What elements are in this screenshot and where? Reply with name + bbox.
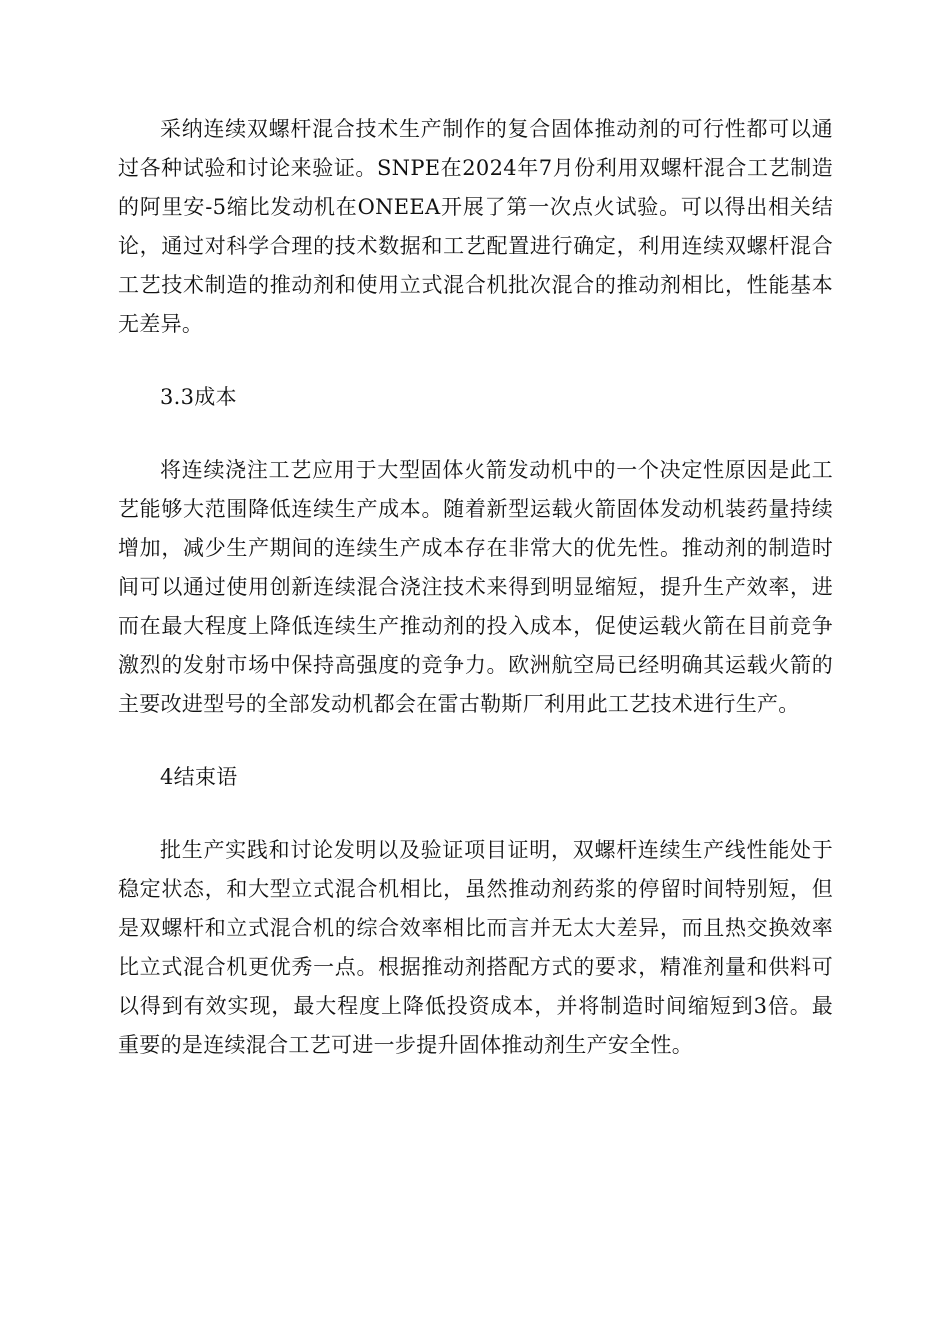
section-heading-conclusion: 4结束语 [160,765,238,789]
section-heading-cost: 3.3成本 [160,385,237,409]
document-body [118,110,833,1099]
paragraph-cost: 将连续浇注工艺应用于大型固体火箭发动机中的一个决定性原因是此工艺能够大范围降低连续生产成本。随着新型运载火箭固体发动机装药量持续增加，减少生产期间的连续生产成本存在非常大的优先性。推动剂的制造时间可以通过使用创新连续混合浇注技术来得到明显缩短，提升生产效率，进而在最大程度上降低连续生产推动剂的投入成本，促使运载火箭在目前竞争激烈的发射市场中保持高强度的竞争力。欧洲航空局已经明确其运载火箭的主要改进型号的全部发动机都会在雷古勒斯厂利用此工艺技术进行生产。 [118,458,833,716]
paragraph-feasibility: 采纳连续双螺杆混合技术生产制作的复合固体推动剂的可行性都可以通过各种试验和讨论来验证。SNPE在2024年7月份利用双螺杆混合工艺制造的阿里安-5缩比发动机在ONEEA开展了第一次点火试验。可以得出相关结论，通过对科学合理的技术数据和工艺配置进行确定，利用连续双螺杆混合工艺技术制造的推动剂和使用立式混合机批次混合的推动剂相比，性能基本无差异。 [118,117,833,336]
paragraph-conclusion: 批生产实践和讨论发明以及验证项目证明，双螺杆连续生产线性能处于稳定状态，和大型立式混合机相比，虽然推动剂药浆的停留时间特别短，但是双螺杆和立式混合机的综合效率相比而言并无太大差异，而且热交换效率比立式混合机更优秀一点。根据推动剂搭配方式的要求，精准剂量和供料可以得到有效实现，最大程度上降低投资成本，并将制造时间缩短到3倍。最重要的是连续混合工艺可进一步提升固体推动剂生产安全性。 [118,838,833,1057]
